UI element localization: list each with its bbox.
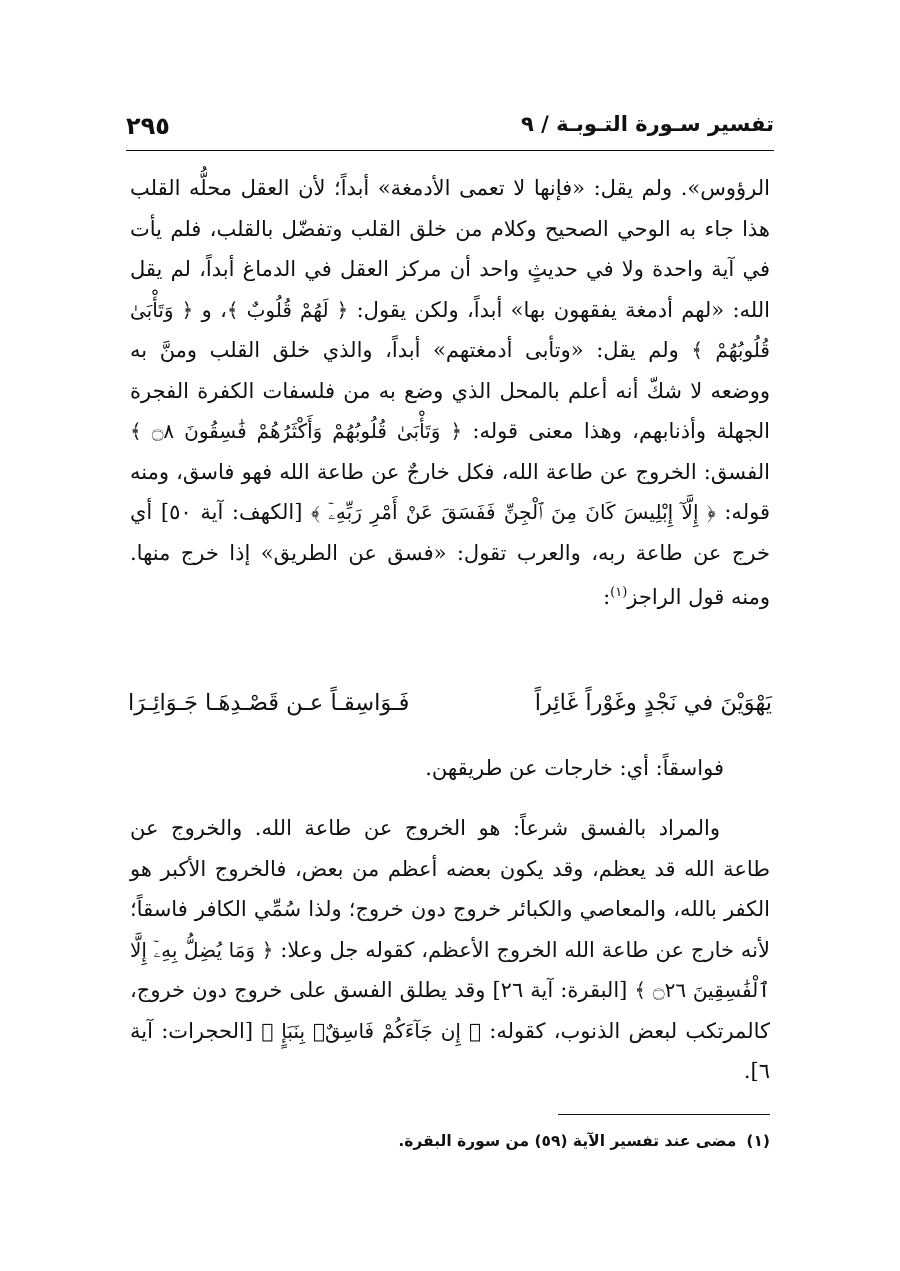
main-text-continued <box>130 808 770 1092</box>
text-run: [الحجرات: آية ٦]. <box>130 1018 770 1083</box>
footnote-reference[interactable]: (١) <box>610 585 628 600</box>
quran-quote: ﴿ لَهُمْ قُلُوبٌ ﴾ <box>226 297 349 322</box>
verse-second-hemistich: فَـوَاسِقـاً عـن قَصْـدِهَـا جَـوَائِـرَا <box>128 690 410 716</box>
footnote-marker: (١) <box>746 1132 770 1150</box>
text-run: [البقرة: آية ٢٦] وقد يطلق الفسق على خروج دون خروج، كالمرتكب لبعض الذنوب، كقوله: <box>130 978 770 1043</box>
page-header <box>126 112 774 146</box>
footnote-text: مضى عند تفسير الآية (٥٩) من سورة البقرة. <box>398 1132 737 1150</box>
verse-first-hemistich: يَهْوَيْنَ في نَجْدٍ وغَوْراً غَائِراً <box>534 690 772 716</box>
footnote-rule <box>558 1114 770 1115</box>
footnote <box>130 1128 770 1154</box>
quran-quote: ﴿ إِن جَآءَكُمْ فَاسِقٌۢ بِنَبَإٍ ﴾ <box>261 1018 481 1043</box>
paragraph <box>130 168 770 618</box>
poetry-verse <box>128 690 772 734</box>
text-run: والمراد بالفسق شرعاً: هو الخروج عن طاعة الله. والخروج عن طاعة الله قد يعظم، وقد يكون بعضه أعظم من بعض، فالخروج الأكبر هو الكفر بالله، والمعاصي والكبائر خروج دون خروج؛ ولذا سُمِّي الكافر فاسقاً؛ لأنه خارج عن طاعة الله الخروج الأعظم، كقوله جل وعلا: <box>130 816 770 962</box>
text-run: [الكهف: آية ٥٠] أي خرج عن طاعة ربه، والعرب تقول: «فسق عن الطريق» إذا خرج منها. ومنه قول الراجز <box>130 500 770 609</box>
verse-gloss: فواسقاً: أي: خارجات عن طريقهن. <box>425 756 724 780</box>
running-title: تفسير سـورة التـوبـة / ٩ <box>520 112 774 136</box>
text-run: الرؤوس». ولم يقل: «فإنها لا تعمى الأدمغة» أبداً؛ لأن العقل محلُّه القلب هذا جاء به الوحي الصحيح وكلام من خلق القلب وتفضّل بالقلب، فلم يأت في آية واحدة ولا في حديثٍ واحد أن مركز العقل في الدماغ أبداً، لم يقل الله: «لهم أدمغة يفقهون بها» أبداً، ولكن يقول: <box>130 176 770 322</box>
paragraph <box>130 808 770 1092</box>
text-run: : <box>603 585 611 609</box>
text-run: الفسق: الخروج عن طاعة الله، فكل خارجٌ عن طاعة الله فهو فاسق، ومنه قوله: <box>130 459 770 524</box>
quran-quote: ﴿ وَمَا يُضِلُّ بِهِۦٓ إِلَّا ٱلْفَٰسِقِينَ ۝٢٦ ﴾ <box>130 937 770 1002</box>
main-text <box>130 168 770 618</box>
text-run: ، و <box>201 297 227 322</box>
text-run: ولم يقل: «وتأبى أدمغتهم» أبداً، والذي خلق القلب ومنَّ به ووضعه لا شكّ أنه أعلم بالمحل الذي وضع به من فلسفات الكفرة الفجرة الجهلة وأذنابهم، وهذا معنى قوله: <box>130 338 770 443</box>
quran-quote: ﴿ إِلَّآ إِبْلِيسَ كَانَ مِنَ ٱلْجِنِّ فَفَسَقَ عَنْ أَمْرِ رَبِّهِۦٓ ﴾ <box>311 500 716 524</box>
page-number: ٢٩٥ <box>126 112 170 140</box>
header-rule <box>126 150 774 151</box>
quran-quote: ﴿ وَتَأْبَىٰ قُلُوبُهُمْ ﴾ <box>130 297 770 362</box>
quran-quote: ﴿ وَتَأْبَىٰ قُلُوبُهُمْ وَأَكْثَرُهُمْ فَٰسِقُونَ ۝٨ ﴾ <box>130 419 463 443</box>
